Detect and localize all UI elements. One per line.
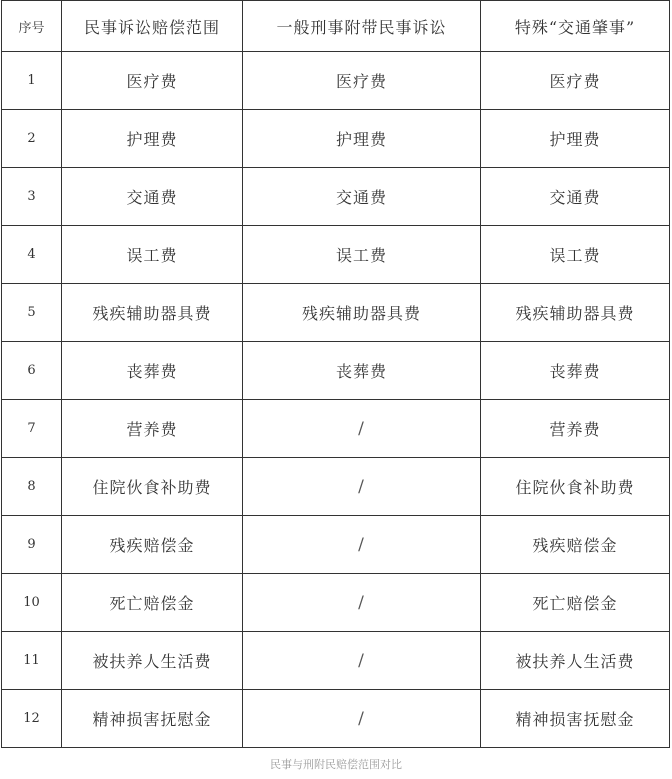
cell-criminal-incidental-civil: / [243, 690, 481, 748]
cell-civil-litigation: 住院伙食补助费 [62, 458, 243, 516]
cell-criminal-incidental-civil: 丧葬费 [243, 342, 481, 400]
cell-traffic-accident: 交通费 [481, 168, 670, 226]
cell-index: 6 [2, 342, 62, 400]
cell-civil-litigation: 残疾辅助器具费 [62, 284, 243, 342]
table-row [2, 400, 670, 458]
cell-index: 12 [2, 690, 62, 748]
compensation-comparison-table [1, 0, 670, 748]
table-row [2, 342, 670, 400]
table-row [2, 110, 670, 168]
cell-civil-litigation: 医疗费 [62, 52, 243, 110]
cell-civil-litigation: 丧葬费 [62, 342, 243, 400]
cell-criminal-incidental-civil: / [243, 458, 481, 516]
cell-criminal-incidental-civil: 护理费 [243, 110, 481, 168]
table-row [2, 168, 670, 226]
cell-traffic-accident: 营养费 [481, 400, 670, 458]
cell-criminal-incidental-civil: / [243, 400, 481, 458]
cell-index: 5 [2, 284, 62, 342]
header-criminal-incidental-civil: 一般刑事附带民事诉讼 [243, 1, 481, 52]
cell-civil-litigation: 交通费 [62, 168, 243, 226]
cell-traffic-accident: 误工费 [481, 226, 670, 284]
header-civil-litigation: 民事诉讼赔偿范围 [62, 1, 243, 52]
table-row [2, 574, 670, 632]
cell-index: 4 [2, 226, 62, 284]
cell-traffic-accident: 残疾辅助器具费 [481, 284, 670, 342]
cell-index: 9 [2, 516, 62, 574]
cell-criminal-incidental-civil: 交通费 [243, 168, 481, 226]
cell-traffic-accident: 精神损害抚慰金 [481, 690, 670, 748]
cell-criminal-incidental-civil: / [243, 632, 481, 690]
table-row [2, 284, 670, 342]
cell-civil-litigation: 精神损害抚慰金 [62, 690, 243, 748]
cell-traffic-accident: 住院伙食补助费 [481, 458, 670, 516]
cell-index: 1 [2, 52, 62, 110]
table-row [2, 632, 670, 690]
cell-traffic-accident: 丧葬费 [481, 342, 670, 400]
cell-index: 7 [2, 400, 62, 458]
table-header-row [2, 1, 670, 52]
cell-traffic-accident: 被扶养人生活费 [481, 632, 670, 690]
cell-index: 10 [2, 574, 62, 632]
header-traffic-accident: 特殊“交通肇事” [481, 1, 670, 52]
table-row [2, 690, 670, 748]
image-caption: 民事与刑附民赔偿范围对比 [270, 758, 402, 771]
header-index: 序号 [2, 1, 62, 52]
comparison-table-container [1, 0, 669, 748]
table-row [2, 458, 670, 516]
cell-civil-litigation: 残疾赔偿金 [62, 516, 243, 574]
cell-criminal-incidental-civil: / [243, 516, 481, 574]
cell-criminal-incidental-civil: 残疾辅助器具费 [243, 284, 481, 342]
cell-index: 3 [2, 168, 62, 226]
cell-criminal-incidental-civil: 医疗费 [243, 52, 481, 110]
cell-civil-litigation: 营养费 [62, 400, 243, 458]
cell-traffic-accident: 死亡赔偿金 [481, 574, 670, 632]
table-row [2, 516, 670, 574]
cell-civil-litigation: 死亡赔偿金 [62, 574, 243, 632]
cell-criminal-incidental-civil: 误工费 [243, 226, 481, 284]
cell-traffic-accident: 医疗费 [481, 52, 670, 110]
cell-index: 2 [2, 110, 62, 168]
cell-index: 8 [2, 458, 62, 516]
cell-traffic-accident: 残疾赔偿金 [481, 516, 670, 574]
cell-traffic-accident: 护理费 [481, 110, 670, 168]
table-body [2, 52, 670, 748]
cell-civil-litigation: 被扶养人生活费 [62, 632, 243, 690]
table-row [2, 52, 670, 110]
cell-civil-litigation: 误工费 [62, 226, 243, 284]
cell-civil-litigation: 护理费 [62, 110, 243, 168]
cell-criminal-incidental-civil: / [243, 574, 481, 632]
table-row [2, 226, 670, 284]
cell-index: 11 [2, 632, 62, 690]
